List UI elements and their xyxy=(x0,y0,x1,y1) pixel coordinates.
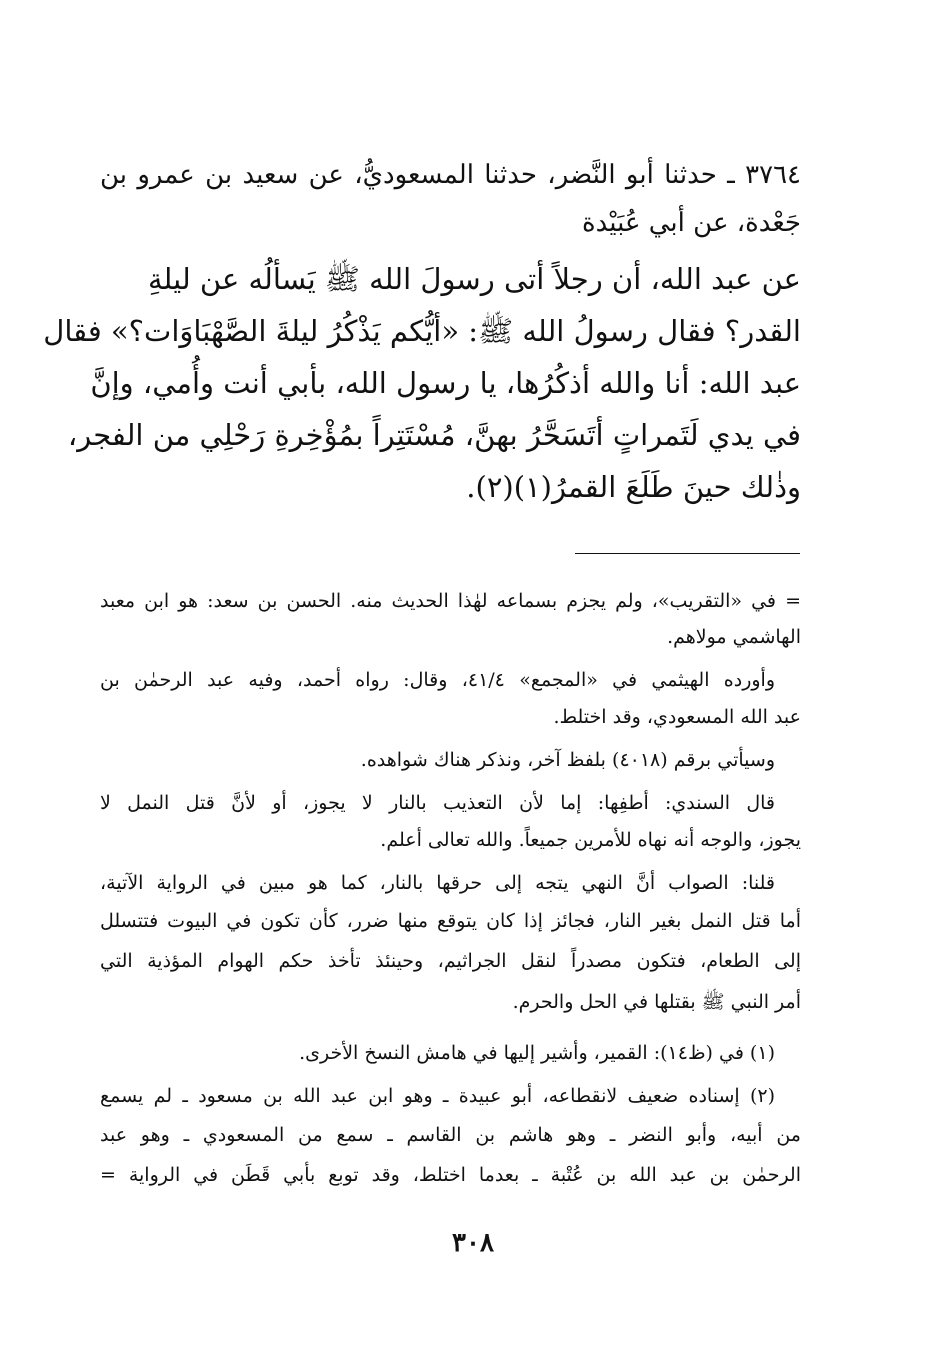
footnote-line: قال السندي: أطفِها: إما لأن التعذيب بالنار لا يجوز، أو لأنَّ قتل النمل لا xyxy=(100,792,775,814)
footnote-2: (٢) إسناده ضعيف لانقطاعه، أبو عبيدة ـ وهو ابن عبد الله بن مسعود ـ لم يسمع xyxy=(100,1085,775,1107)
page-number: ٣٠٨ xyxy=(452,1228,494,1258)
footnote-line: وأورده الهيثمي في «المجمع» ٤١/٤، وقال: رواه أحمد، وفيه عبد الرحمٰن بن xyxy=(100,669,776,691)
isnad-line: جَعْدة، عن أبي عُبَيْدة xyxy=(582,208,801,238)
matn-line: في يدي لَتَمراتٍ أتَسَحَّرُ بهنَّ، مُسْتَتِراً بمُؤْخِرةِ رَحْلِي من الفجر، xyxy=(67,418,801,452)
footnote-line: الهاشمي مولاهم. xyxy=(667,626,801,648)
footnote-line: أمر النبي ﷺ بقتلها في الحل والحرم. xyxy=(512,991,801,1013)
footnote-line: عبد الله المسعودي، وقد اختلط. xyxy=(553,706,801,728)
hadith-isnad xyxy=(100,160,801,260)
hadith-matn xyxy=(43,262,801,537)
footnote-line: وسيأتي برقم (٤٠١٨) بلفظ آخر، ونذكر هناك شواهده. xyxy=(360,749,775,771)
footnote-line: أما قتل النمل بغير النار، فجائز إذا كان يتوقع منها ضرر، كأن تكون في البيوت فتتسلل xyxy=(100,910,801,932)
footnote-1: (١) في (ظ١٤): القمير، وأشير إليها في هامش النسخ الأخرى. xyxy=(299,1042,775,1064)
footnote-line: الرحمٰن بن عبد الله بن عُتْبة ـ بعدما اختلط، وقد توبع بأبي قَطَن في الرواية = xyxy=(100,1164,801,1186)
matn-line: عن عبد الله، أن رجلاً أتى رسولَ الله ﷺ يَسألُه عن ليلةِ xyxy=(147,262,801,296)
matn-line: القدر؟ فقال رسولُ الله ﷺ: «أيُّكم يَذْكُرُ ليلةَ الصَّهْبَاوَات؟» فقال xyxy=(43,314,801,348)
matn-line: عبد الله: أنا والله أذكُرُها، يا رسول الله، بأبي أنت وأُمي، وإنَّ xyxy=(90,366,801,400)
footnote-line: = في «التقريب»، ولم يجزم بسماعه لهٰذا الحديث منه. الحسن بن سعد: هو ابن معبد xyxy=(100,590,801,612)
footnote-line: إلى الطعام، فتكون مصدراً لنقل الجراثيم، وحينئذ تأخذ حكم الهوام المؤذية التي xyxy=(100,950,801,972)
footnote-line: يجوز، والوجه أنه نهاه للأمرين جميعاً. والله تعالى أعلم. xyxy=(380,829,801,851)
footnote-line: من أبيه، وأبو النضر ـ وهو هاشم بن القاسم ـ سمع من المسعودي ـ وهو عبد xyxy=(100,1124,801,1146)
footnote-line: قلنا: الصواب أنَّ النهي يتجه إلى حرقها بالنار، كما هو مبين في الرواية الآتية، xyxy=(100,872,775,894)
matn-line: وذٰلك حينَ طَلَعَ القمرُ(١)(٢). xyxy=(466,470,801,504)
footnotes xyxy=(100,590,801,1210)
isnad-line: ٣٧٦٤ ـ حدثنا أبو النَّضر، حدثنا المسعوديُّ، عن سعيد بن عمرو بن xyxy=(100,160,801,190)
footnote-separator xyxy=(575,553,800,554)
